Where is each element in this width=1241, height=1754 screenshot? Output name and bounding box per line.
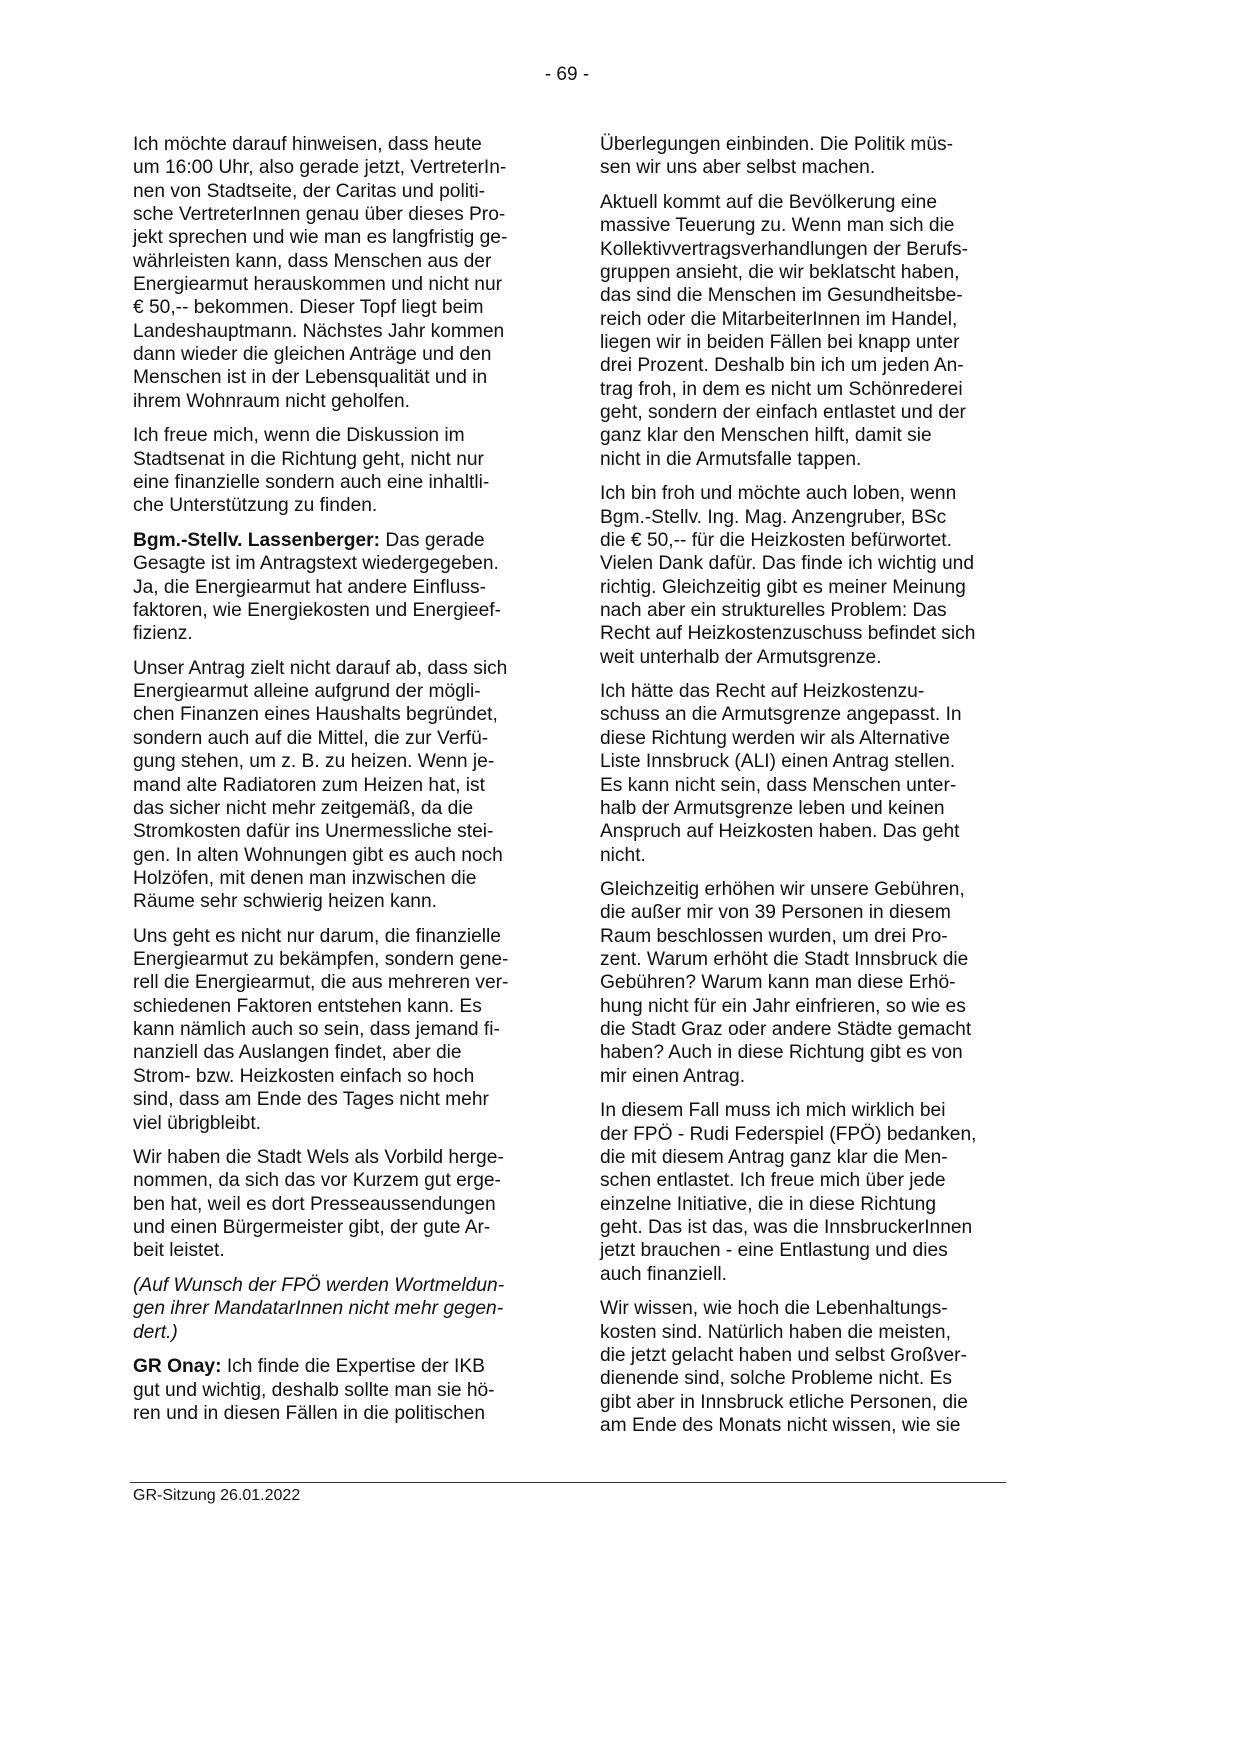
text-line: Es kann nicht sein, dass Menschen unter-: [600, 774, 957, 796]
paragraph: [600, 680, 1020, 867]
text-line: che Unterstützung zu finden.: [133, 495, 378, 517]
text-line: mir einen Antrag.: [600, 1065, 746, 1087]
text-line: währleisten kann, dass Menschen aus der: [133, 250, 492, 272]
footer-session-date: GR-Sitzung 26.01.2022: [133, 1487, 301, 1504]
text-line: Energiearmut herauskommen und nicht nur: [133, 274, 503, 296]
text-line: Uns geht es nicht nur darum, die finanzielle: [133, 925, 501, 947]
text-line: nach aber ein strukturelles Problem: Das: [600, 599, 947, 621]
text-line: richtig. Gleichzeitig gibt es meiner Meinung: [600, 576, 966, 598]
text-line: nicht.: [600, 844, 646, 866]
text-line: mand alte Radiatoren zum Heizen hat, ist: [133, 774, 485, 796]
text-line: das sind die Menschen im Gesundheitsbe-: [600, 285, 963, 307]
text-line: viel übrigbleibt.: [133, 1112, 261, 1134]
text-line: schen entlastet. Ich freue mich über jede: [600, 1170, 946, 1192]
speaker-text: Ich finde die Expertise der IKB: [221, 1356, 485, 1378]
text-line: Überlegungen einbinden. Die Politik müs-: [600, 134, 954, 155]
text-line: chen Finanzen eines Haushalts begründet,: [133, 704, 498, 726]
text-line: Ja, die Energiearmut hat andere Einfluss-: [133, 576, 487, 598]
text-line: € 50,-- bekommen. Dieser Topf liegt beim: [133, 297, 484, 319]
text-line: diese Richtung werden wir als Alternative: [600, 727, 950, 749]
text-line: halb der Armutsgrenze leben und keinen: [600, 797, 945, 819]
text-line: Räume sehr schwierig heizen kann.: [133, 891, 437, 913]
text-line: Wir wissen, wie hoch die Lebenhaltungs-: [600, 1298, 948, 1320]
text-line: Menschen ist in der Lebensqualität und in: [133, 367, 488, 389]
text-line: Strom- bzw. Heizkosten einfach so hoch: [133, 1065, 475, 1087]
text-line: Recht auf Heizkostenzuschuss befindet sich: [600, 623, 976, 645]
text-line: rell die Energiearmut, die aus mehreren ver-: [133, 972, 509, 994]
text-line: die außer mir von 39 Personen in diesem: [600, 902, 951, 924]
speaker-paragraph: [133, 1355, 553, 1425]
paragraph: [133, 424, 553, 517]
text-line: Anspruch auf Heizkosten haben. Das geht: [600, 821, 960, 843]
text-line: eine finanzielle sondern auch eine inhaltli-: [133, 472, 490, 493]
text-line: Aktuell kommt auf die Bevölkerung eine: [600, 191, 938, 213]
editorial-note: [133, 1274, 553, 1344]
text-line: drei Prozent. Deshalb bin ich um jeden An-: [600, 355, 964, 377]
text-line: geht. Das ist das, was die InnsbruckerInnen: [600, 1217, 973, 1239]
text-line: ren und in diesen Fällen in die politischen: [133, 1402, 485, 1424]
text-line: ihrem Wohnraum nicht geholfen.: [133, 390, 410, 412]
text-line: Gleichzeitig erhöhen wir unsere Gebühren,: [600, 879, 965, 901]
text-line: Ich freue mich, wenn die Diskussion im: [133, 425, 465, 447]
text-line: dert.): [133, 1321, 178, 1343]
text-line: sondern auch auf die Mittel, die zur Verfü-: [133, 727, 489, 749]
text-line: gruppen ansieht, die wir beklatscht haben,: [600, 261, 960, 283]
text-line: nommen, da sich das vor Kurzem gut erge-: [133, 1170, 501, 1192]
text-line: beit leistet.: [133, 1240, 225, 1262]
text-line: Bgm.-Stellv. Ing. Mag. Anzengruber, BSc: [600, 506, 947, 528]
text-line: [133, 1355, 553, 1378]
text-line: sche VertreterInnen genau über dieses Pro-: [133, 204, 506, 226]
text-line: gibt aber in Innsbruck etliche Personen, die: [600, 1391, 968, 1413]
text-line: schiedenen Faktoren entstehen kann. Es: [133, 995, 482, 1017]
text-line: zent. Warum erhöht die Stadt Innsbruck die: [600, 949, 969, 971]
text-line: (Auf Wunsch der FPÖ werden Wortmeldun-: [133, 1274, 505, 1296]
text-line: das sicher nicht mehr zeitgemäß, da die: [133, 797, 474, 819]
text-line: Ich bin froh und möchte auch loben, wenn: [600, 483, 957, 505]
text-line: gen. In alten Wohnungen gibt es auch noch: [133, 844, 503, 866]
text-line: der FPÖ - Rudi Federspiel (FPÖ) bedanken,: [600, 1123, 977, 1145]
text-line: Holzöfen, mit denen man inzwischen die: [133, 867, 477, 889]
text-line: die Stadt Graz oder andere Städte gemacht: [600, 1019, 972, 1041]
text-line: reich oder die MitarbeiterInnen im Handel,: [600, 308, 958, 330]
text-line: sen wir uns aber selbst machen.: [600, 157, 876, 179]
speaker-paragraph: [133, 529, 553, 646]
paragraph: [600, 191, 1020, 471]
paragraph: [133, 1146, 553, 1263]
text-line: Energiearmut zu bekämpfen, sondern gene-: [133, 949, 509, 971]
left-column: [133, 133, 553, 1436]
text-line: nen von Stadtseite, der Caritas und politi-: [133, 180, 485, 202]
text-line: kann nämlich auch so sein, dass jemand fi-: [133, 1019, 500, 1041]
text-line: Unser Antrag zielt nicht darauf ab, dass sich: [133, 657, 508, 679]
text-line: auch finanziell.: [600, 1263, 727, 1285]
text-line: nanziell das Auslangen findet, aber die: [133, 1042, 462, 1064]
text-line: am Ende des Monats nicht wissen, wie sie: [600, 1415, 961, 1436]
text-line: jekt sprechen und wie man es langfristig ge-: [133, 227, 508, 249]
text-line: schuss an die Armutsgrenze angepasst. In: [600, 704, 962, 726]
text-line: nicht in die Armutsfalle tappen.: [600, 448, 862, 470]
paragraph: [600, 482, 1020, 669]
text-line: die € 50,-- für die Heizkosten befürwortet.: [600, 529, 952, 551]
text-line: um 16:00 Uhr, also gerade jetzt, VertreterIn-: [133, 157, 507, 179]
paragraph: [133, 925, 553, 1135]
paragraph: [600, 878, 1020, 1088]
text-line: ganz klar den Menschen hilft, damit sie: [600, 425, 932, 447]
text-line: sind, dass am Ende des Tages nicht mehr: [133, 1089, 489, 1111]
text-line: In diesem Fall muss ich mich wirklich bei: [600, 1100, 946, 1122]
text-line: Liste Innsbruck (ALI) einen Antrag stellen.: [600, 751, 956, 773]
text-line: hung nicht für ein Jahr einfrieren, so wie es: [600, 995, 966, 1017]
paragraph: [600, 1099, 1020, 1286]
text-line: Wir haben die Stadt Wels als Vorbild herge-: [133, 1147, 504, 1169]
speaker-text: Das gerade: [380, 529, 485, 551]
paragraph: [600, 133, 1020, 180]
text-line: Stadtsenat in die Richtung geht, nicht nur: [133, 448, 484, 470]
text-line: weit unterhalb der Armutsgrenze.: [600, 646, 882, 668]
speaker-name: GR Onay:: [133, 1356, 222, 1378]
text-line: jetzt brauchen - eine Entlastung und dies: [600, 1240, 948, 1262]
text-line: massive Teuerung zu. Wenn man sich die: [600, 215, 955, 237]
text-line: faktoren, wie Energiekosten und Energieef-: [133, 599, 501, 621]
text-line: Ich hätte das Recht auf Heizkostenzu-: [600, 681, 925, 703]
text-line: geht, sondern der einfach entlastet und der: [600, 401, 966, 423]
text-line: Landeshauptmann. Nächstes Jahr kommen: [133, 320, 505, 342]
text-line: trag froh, in dem es nicht um Schönrederei: [600, 378, 963, 400]
text-line: liegen wir in beiden Fällen bei knapp unter: [600, 331, 960, 353]
text-line: und einen Bürgermeister gibt, der gute Ar-: [133, 1217, 491, 1239]
text-line: dann wieder die gleichen Anträge und den: [133, 344, 492, 366]
text-line: dienende sind, solche Probleme nicht. Es: [600, 1368, 952, 1390]
speaker-name: Bgm.-Stellv. Lassenberger:: [133, 529, 381, 551]
text-line: Ich möchte darauf hinweisen, dass heute: [133, 134, 482, 155]
paragraph: [133, 657, 553, 914]
right-column: [600, 133, 1020, 1449]
text-line: einzelne Initiative, die in diese Richtung: [600, 1193, 936, 1215]
text-line: Vielen Dank dafür. Das finde ich wichtig und: [600, 553, 975, 575]
footer-divider: [130, 1482, 1006, 1483]
text-line: Gesagte ist im Antragstext wiedergegeben.: [133, 553, 499, 575]
paragraph: [133, 133, 553, 413]
text-line: die jetzt gelacht haben und selbst Großver-: [600, 1344, 967, 1366]
text-line: Kollektivvertragsverhandlungen der Berufs-: [600, 238, 968, 260]
text-line: Stromkosten dafür ins Unermessliche stei-: [133, 821, 494, 843]
text-line: Gebühren? Warum kann man diese Erhö-: [600, 972, 956, 994]
text-line: die mit diesem Antrag ganz klar die Men-: [600, 1147, 948, 1169]
text-line: haben? Auch in diese Richtung gibt es von: [600, 1042, 963, 1064]
page-number: - 69 -: [544, 64, 590, 85]
text-line: Raum beschlossen wurden, um drei Pro-: [600, 925, 948, 947]
text-line: kosten sind. Natürlich haben die meisten,: [600, 1321, 951, 1343]
text-line: ben hat, weil es dort Presseaussendungen: [133, 1193, 496, 1215]
text-line: gen ihrer MandatarInnen nicht mehr gegen-: [133, 1298, 504, 1320]
text-line: gung stehen, um z. B. zu heizen. Wenn je-: [133, 751, 495, 773]
paragraph: [600, 1297, 1020, 1437]
text-line: [133, 529, 553, 552]
text-line: fizienz.: [133, 623, 193, 645]
text-line: Energiearmut alleine aufgrund der mögli-: [133, 681, 481, 703]
text-line: gut und wichtig, deshalb sollte man sie hö-: [133, 1379, 495, 1401]
